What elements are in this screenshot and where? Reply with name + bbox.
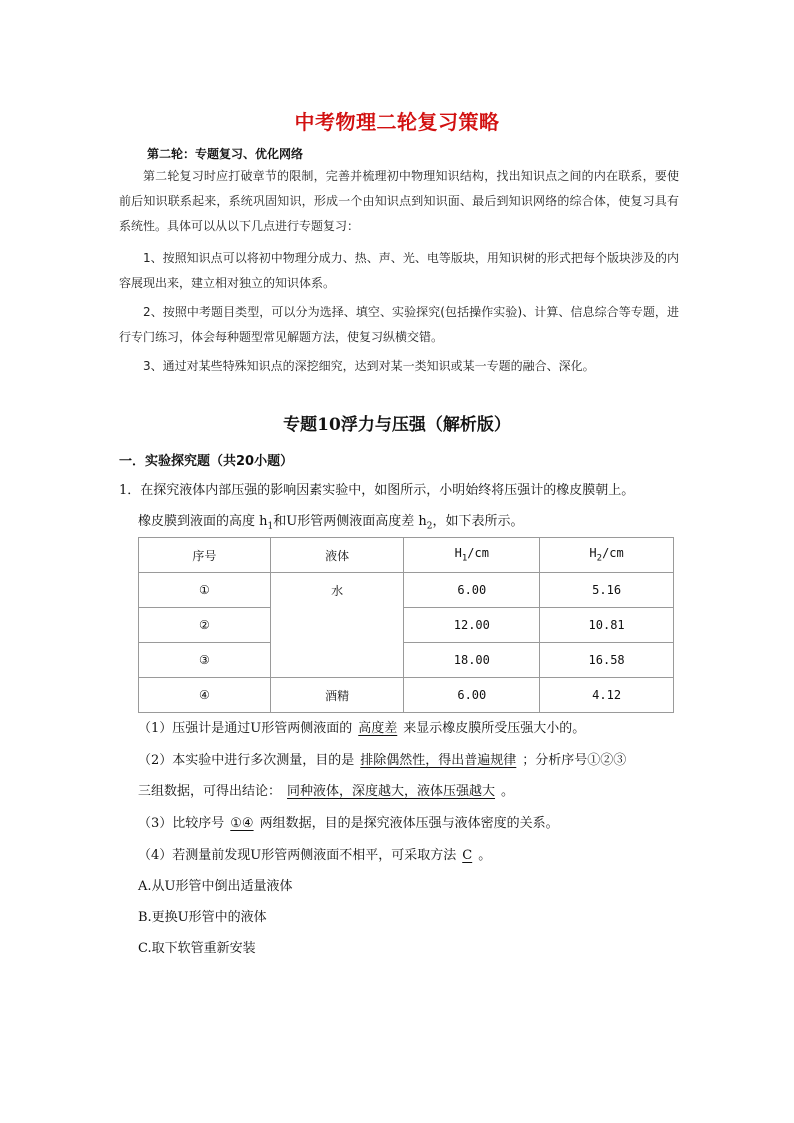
sub4-text-a: （4）若测量前发现U形管两侧液面不相平，可采取方法 (138, 848, 457, 863)
sub3-text-a: （3）比较序号 (138, 816, 225, 831)
sub1-text-b: 来显示橡皮膜所受压强大小的。 (403, 721, 586, 736)
option-a: A.从U形管中倒出适量液体 (138, 879, 293, 894)
sub2-text-a: （2）本实验中进行多次测量，目的是 (138, 753, 355, 768)
section-label: 第二轮：专题复习、优化网络 (147, 147, 304, 161)
option-b: B.更换U形管中的液体 (138, 910, 267, 925)
sub2-text-d: 。 (501, 784, 515, 799)
cell-no: ② (139, 608, 271, 643)
cell-no: ④ (139, 678, 271, 713)
part-label: 一．实验探究题（共20小题） (119, 454, 294, 469)
answer-blank-5: C (462, 848, 473, 863)
sub3-text-b: 两组数据，目的是探究液体压强与液体密度的关系。 (259, 816, 559, 831)
header-liquid: 液体 (270, 538, 404, 573)
topic-title: 专题10浮力与压强（解析版） (283, 415, 511, 435)
stem-text-c: ，如下表所示。 (432, 514, 524, 529)
answer-blank-3: 同种液体，深度越大，液体压强越大 (287, 784, 496, 799)
table-row (139, 608, 674, 643)
header-no: 序号 (139, 538, 271, 573)
cell-no: ① (139, 573, 271, 608)
cell-h1: 6.00 (404, 678, 540, 713)
sub4-text-b: 。 (478, 848, 492, 863)
answer-blank-1: 高度差 (358, 721, 398, 736)
cell-h2: 10.81 (540, 608, 674, 643)
table-row (139, 643, 674, 678)
cell-h1: 18.00 (404, 643, 540, 678)
cell-no: ③ (139, 643, 271, 678)
sub2-text-b: ；分析序号①②③ (522, 753, 627, 768)
table-row (139, 678, 674, 713)
header-h2-letter: H (589, 546, 597, 561)
stem-text-b: 和U形管两侧液面高度差 h (273, 514, 427, 529)
header-h1 (404, 538, 540, 573)
sub1-text-a: （1）压强计是通过U形管两侧液面的 (138, 721, 353, 736)
data-table (138, 537, 674, 713)
intro-paragraph-1: 第二轮复习时应打破章节的限制，完善并梳理初中物理知识结构，找出知识点之间的内在联系，要使前后知识联系起来，系统巩固知识，形成一个由知识点到知识面、最后到知识网络的综合体，使复习具有系统性。具体可以从以下几点进行专题复习： (119, 169, 679, 233)
intro-paragraph-3: 2、按照中考题目类型，可以分为选择、填空、实验探究(包括操作实验)、计算、信息综合等专题，进行专门练习，体会每种题型常见解题方法，使复习纵横交错。 (119, 305, 679, 344)
cell-h1: 6.00 (404, 573, 540, 608)
sub-question-4 (138, 846, 491, 866)
sub2-text-c: 三组数据，可得出结论： (138, 784, 282, 799)
page-title: 中考物理二轮复习策略 (294, 110, 500, 134)
header-h2-unit: /cm (602, 546, 624, 561)
question-stem-line-1: 1．在探究液体内部压强的影响因素实验中，如图所示，小明始终将压强计的橡皮膜朝上。 (119, 483, 635, 498)
header-h1-letter: H (454, 546, 462, 561)
cell-h2: 4.12 (540, 678, 674, 713)
table-row (139, 573, 674, 608)
cell-h2: 16.58 (540, 643, 674, 678)
intro-paragraph-4: 3、通过对某些特殊知识点的深挖细究，达到对某一类知识或某一专题的融合、深化。 (143, 359, 595, 373)
header-h1-unit: /cm (467, 546, 489, 561)
sub-question-1 (138, 719, 585, 739)
stem-sub-1: 1 (267, 521, 274, 532)
cell-h2: 5.16 (540, 573, 674, 608)
answer-blank-2: 排除偶然性，得出普遍规律 (360, 753, 517, 768)
sub-question-2-cont (138, 782, 514, 802)
question-stem-line-2 (138, 512, 523, 537)
cell-liquid: 酒精 (270, 678, 404, 713)
header-h1-sub: 1 (461, 553, 468, 564)
header-h2 (540, 538, 674, 573)
intro-paragraph-2: 1、按照知识点可以将初中物理分成力、热、声、光、电等版块，用知识树的形式把每个版块涉及的内容展现出来，建立相对独立的知识体系。 (119, 251, 679, 290)
option-c: C.取下软管重新安装 (138, 941, 256, 956)
cell-liquid: 水 (270, 573, 404, 678)
stem-sub-2: 2 (426, 521, 433, 532)
table-header-row (139, 538, 674, 573)
sub-question-2 (138, 751, 626, 771)
header-h2-sub: 2 (596, 553, 603, 564)
cell-h1: 12.00 (404, 608, 540, 643)
sub-question-3 (138, 814, 559, 834)
stem-text-a: 橡皮膜到液面的高度 h (138, 514, 268, 529)
answer-blank-4: ①④ (230, 816, 254, 831)
